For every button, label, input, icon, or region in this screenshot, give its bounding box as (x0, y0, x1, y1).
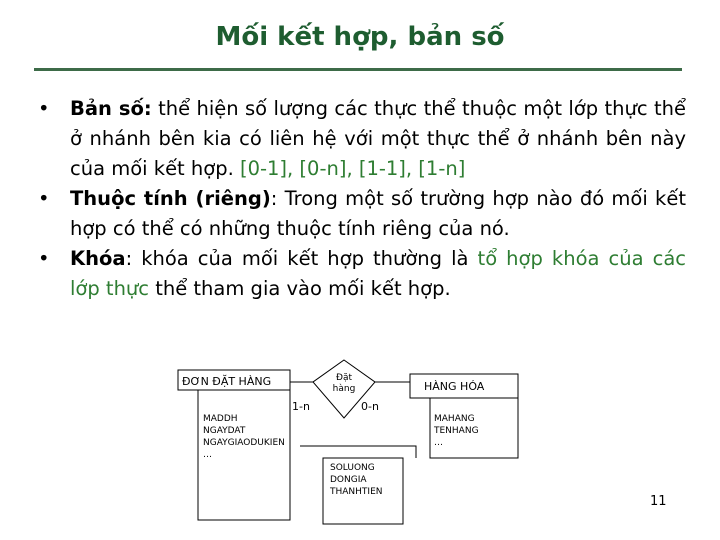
bullet-thuoc-tinh (36, 184, 686, 244)
bullet-khoa (36, 244, 686, 304)
cardinality-left: 1-n (292, 400, 310, 413)
relationship-name-2: hàng (332, 384, 356, 394)
bullet-text: : khóa của mối kết hợp thường là (125, 247, 478, 270)
relationship-attr: SOLUONG (330, 463, 375, 473)
relationship-dat-hang (290, 360, 410, 418)
bullet-highlight: [0-1], [0-n], [1-1], [1-n] (239, 157, 466, 180)
relationship-attr: DONGIA (330, 475, 367, 485)
relationship-attributes (300, 446, 416, 524)
bullet-text-end: thể tham gia vào mối kết hợp. (149, 277, 451, 300)
entity-right-attr: … (434, 438, 443, 448)
entity-left-attr: … (203, 450, 212, 460)
entity-right-name: HÀNG HÓA (424, 380, 485, 393)
relationship-name-1: Đặt (335, 373, 353, 383)
bullet-term: Bản số: (70, 97, 152, 120)
entity-hang-hoa (410, 374, 518, 458)
bullet-term: Khóa (70, 247, 126, 270)
entity-left-name: ĐƠN ĐẶT HÀNG (182, 375, 272, 388)
entity-left-attr: MADDH (203, 414, 238, 424)
page-number: 11 (650, 494, 667, 509)
entity-left-attr: NGAYGIAODUKIEN (203, 438, 285, 448)
title-divider (34, 68, 682, 71)
entity-left-attr: NGAYDAT (203, 426, 246, 436)
bullet-list (36, 94, 686, 304)
entity-don-dat-hang (178, 370, 290, 520)
bullet-dot: • (38, 247, 50, 270)
bullet-dot: • (38, 187, 50, 210)
entity-right-attr: TENHANG (434, 426, 479, 436)
relationship-attr: THANHTIEN (330, 487, 383, 497)
bullet-text: : Trong một số trường hợp nào đó mối kết hợp có thể có những thuộc tính riêng của nó. (70, 187, 686, 240)
cardinality-right: 0-n (361, 400, 379, 413)
bullet-dot: • (38, 97, 50, 120)
bullet-ban-so (36, 94, 686, 184)
er-diagram (170, 358, 530, 528)
bullet-text: thể hiện số lượng các thực thể thuộc một lớp thực thể ở nhánh bên kia có liên hệ với một thực thể ở nhánh bên này của mối kết hợp. (70, 97, 686, 180)
page-title: Mối kết hợp, bản số (215, 22, 505, 52)
bullet-highlight: tổ hợp khóa của các lớp thực (70, 247, 686, 300)
bullet-term: Thuộc tính (riêng) (70, 187, 271, 210)
entity-right-attr: MAHANG (434, 414, 475, 424)
